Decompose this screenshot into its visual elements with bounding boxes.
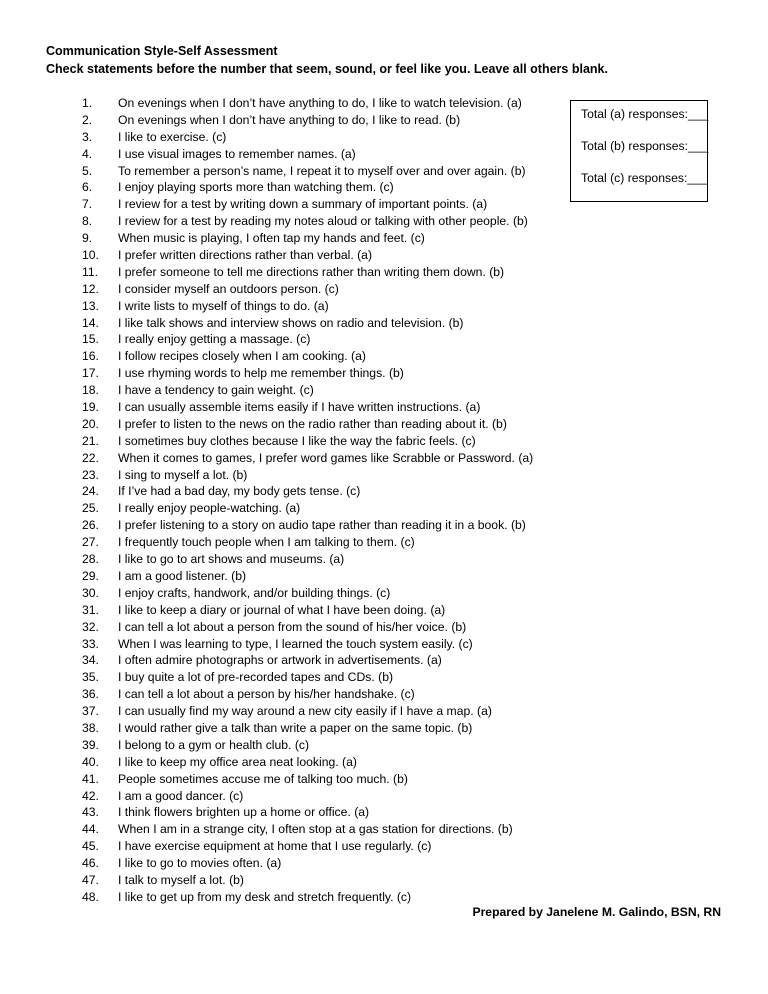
statement-number: 26. [82, 518, 99, 533]
statement-number: 10. [82, 248, 99, 263]
statement-number: 22. [82, 450, 99, 465]
statement-number: 17. [82, 366, 99, 381]
statement-number: 45. [82, 839, 99, 854]
statement-text: I like to exercise. (c) [118, 129, 227, 144]
statement-item [46, 855, 566, 872]
statement-number: 24. [82, 484, 99, 499]
statement-number: 33. [82, 636, 99, 651]
statement-text: I like to keep a diary or journal of what I have been doing. (a) [118, 602, 446, 617]
statement-item [46, 585, 566, 602]
statement-number: 19. [82, 400, 99, 415]
statement-item [46, 619, 566, 636]
statement-number: 20. [82, 416, 99, 431]
statement-item [46, 281, 566, 298]
statement-number: 18. [82, 383, 99, 398]
statement-item [46, 720, 566, 737]
statement-item [46, 365, 566, 382]
statement-number: 27. [82, 535, 99, 550]
statement-item [46, 112, 566, 129]
statement-item [46, 348, 566, 365]
statement-text: I have exercise equipment at home that I use regularly. (c) [118, 839, 432, 854]
statement-number: 1. [82, 96, 93, 110]
totals-box [570, 100, 708, 202]
statement-text: To remember a person’s name, I repeat it to myself over and over again. (b) [118, 163, 526, 178]
statement-number: 48. [82, 889, 99, 904]
statement-text: I prefer someone to tell me directions rather than writing them down. (b) [118, 264, 505, 279]
statement-item [46, 95, 566, 112]
statement-item [46, 838, 566, 855]
statement-number: 42. [82, 788, 99, 803]
statement-item [46, 500, 566, 517]
statement-item [46, 450, 566, 467]
statement-number: 25. [82, 501, 99, 516]
statement-text: I like to go to movies often. (a) [118, 856, 282, 871]
statement-number: 3. [82, 129, 93, 144]
statement-text: On evenings when I don’t have anything to do, I like to read. (b) [118, 112, 461, 127]
total-a-responses: Total (a) responses:___ [581, 107, 709, 121]
statement-text: I like to keep my office area neat looking. (a) [118, 754, 357, 769]
statement-text: I write lists to myself of things to do. (a) [118, 298, 329, 313]
statement-text: I have a tendency to gain weight. (c) [118, 383, 314, 398]
statement-item [46, 129, 566, 146]
statement-number: 44. [82, 822, 99, 837]
statement-item [46, 568, 566, 585]
statement-text: I consider myself an outdoors person. (c) [118, 281, 339, 296]
statement-text: I use visual images to remember names. (a) [118, 146, 356, 161]
statement-item [46, 771, 566, 788]
statement-text: I can tell a lot about a person by his/her handshake. (c) [118, 687, 415, 702]
statement-text: People sometimes accuse me of talking too much. (b) [118, 771, 408, 786]
statement-number: 34. [82, 653, 99, 668]
statement-number: 16. [82, 349, 99, 364]
statement-text: I really enjoy getting a massage. (c) [118, 332, 311, 347]
statement-item [46, 872, 566, 889]
statement-number: 38. [82, 720, 99, 735]
statement-text: I buy quite a lot of pre-recorded tapes and CDs. (b) [118, 670, 394, 685]
statement-text: If I’ve had a bad day, my body gets tense. (c) [118, 484, 361, 499]
statement-number: 46. [82, 856, 99, 871]
statement-item [46, 703, 566, 720]
statement-item [46, 213, 566, 230]
statement-item [46, 737, 566, 754]
statement-number: 43. [82, 805, 99, 820]
statement-item [46, 416, 566, 433]
statement-number: 29. [82, 568, 99, 583]
instructions-text: Check statements before the number that seem, sound, or feel like you. Leave all others blank. [46, 62, 608, 76]
statement-item [46, 889, 566, 906]
statement-text: I review for a test by reading my notes aloud or talking with other people. (b) [118, 214, 528, 229]
statement-text: I would rather give a talk than write a paper on the same topic. (b) [118, 720, 473, 735]
statement-text: When I am in a strange city, I often stop at a gas station for directions. (b) [118, 822, 513, 837]
statement-text: I frequently touch people when I am talking to them. (c) [118, 535, 415, 550]
statement-number: 21. [82, 433, 99, 448]
statement-text: I can usually find my way around a new city easily if I have a map. (a) [118, 704, 492, 719]
statement-item [46, 230, 566, 247]
statement-item [46, 247, 566, 264]
statement-text: When it comes to games, I prefer word games like Scrabble or Password. (a) [118, 450, 534, 465]
statement-text: I really enjoy people-watching. (a) [118, 501, 301, 516]
statement-text: When I was learning to type, I learned the touch system easily. (c) [118, 636, 473, 651]
statement-text: I use rhyming words to help me remember things. (b) [118, 366, 404, 381]
statement-text: I review for a test by writing down a summary of important points. (a) [118, 197, 488, 212]
statement-item [46, 483, 566, 500]
statement-item [46, 754, 566, 771]
statement-text: I can tell a lot about a person from the sound of his/her voice. (b) [118, 619, 467, 634]
statement-item [46, 686, 566, 703]
statement-number: 2. [82, 112, 93, 127]
statement-number: 13. [82, 298, 99, 313]
statement-text: On evenings when I don’t have anything to do, I like to watch television. (a) [118, 96, 522, 110]
statement-item [46, 399, 566, 416]
statement-item [46, 551, 566, 568]
statement-text: I prefer to listen to the news on the radio rather than reading about it. (b) [118, 416, 507, 431]
statement-number: 5. [82, 163, 93, 178]
statement-number: 4. [82, 146, 93, 161]
statement-text: I am a good dancer. (c) [118, 788, 244, 803]
statement-item [46, 804, 566, 821]
statement-text: I sing to myself a lot. (b) [118, 467, 248, 482]
statement-item [46, 669, 566, 686]
statement-item [46, 196, 566, 213]
document-title: Communication Style-Self Assessment [46, 44, 278, 58]
statement-text: I talk to myself a lot. (b) [118, 872, 244, 887]
statement-item [46, 146, 566, 163]
statement-item [46, 315, 566, 332]
statement-number: 6. [82, 180, 93, 195]
statement-item [46, 298, 566, 315]
statement-list [46, 95, 566, 906]
total-b-responses: Total (b) responses:___ [581, 139, 709, 153]
statement-number: 35. [82, 670, 99, 685]
statement-text: I follow recipes closely when I am cooking. (a) [118, 349, 366, 364]
statement-item [46, 602, 566, 619]
statement-number: 47. [82, 872, 99, 887]
statement-number: 31. [82, 602, 99, 617]
statement-text: I can usually assemble items easily if I have written instructions. (a) [118, 400, 481, 415]
total-c-responses: Total (c) responses:___ [581, 171, 708, 185]
statement-text: I like talk shows and interview shows on radio and television. (b) [118, 315, 464, 330]
statement-item [46, 534, 566, 551]
prepared-by: Prepared by Janelene M. Galindo, BSN, RN [472, 905, 721, 919]
statement-item [46, 652, 566, 669]
statement-number: 39. [82, 737, 99, 752]
statement-number: 14. [82, 315, 99, 330]
statement-number: 7. [82, 197, 93, 212]
statement-item [46, 331, 566, 348]
statement-item [46, 163, 566, 180]
statement-number: 41. [82, 771, 99, 786]
statement-item [46, 264, 566, 281]
statement-number: 32. [82, 619, 99, 634]
statement-item [46, 467, 566, 484]
statement-text: I belong to a gym or health club. (c) [118, 737, 310, 752]
statement-text: I think flowers brighten up a home or office. (a) [118, 805, 370, 820]
statement-number: 9. [82, 231, 93, 246]
statement-number: 37. [82, 704, 99, 719]
statement-number: 12. [82, 281, 99, 296]
statement-item [46, 788, 566, 805]
statement-number: 28. [82, 552, 99, 567]
statement-item [46, 433, 566, 450]
statement-number: 8. [82, 214, 93, 229]
statement-item [46, 821, 566, 838]
statement-item [46, 382, 566, 399]
statement-text: I enjoy crafts, handwork, and/or building things. (c) [118, 585, 391, 600]
statement-number: 11. [82, 264, 99, 279]
statement-number: 30. [82, 585, 99, 600]
statement-text: I sometimes buy clothes because I like the way the fabric feels. (c) [118, 433, 476, 448]
statement-text: I enjoy playing sports more than watching them. (c) [118, 180, 394, 195]
statement-number: 40. [82, 754, 99, 769]
statement-text: I often admire photographs or artwork in advertisements. (a) [118, 653, 442, 668]
statement-item [46, 636, 566, 653]
statement-number: 15. [82, 332, 99, 347]
statement-text: When music is playing, I often tap my hands and feet. (c) [118, 231, 425, 246]
statement-text: I like to go to art shows and museums. (a) [118, 552, 345, 567]
statement-text: I prefer listening to a story on audio tape rather than reading it in a book. (b) [118, 518, 526, 533]
statement-text: I am a good listener. (b) [118, 568, 247, 583]
statement-item [46, 179, 566, 196]
statement-number: 23. [82, 467, 99, 482]
statement-item [46, 517, 566, 534]
statement-text: I prefer written directions rather than verbal. (a) [118, 248, 373, 263]
statement-text: I like to get up from my desk and stretch frequently. (c) [118, 889, 412, 904]
statement-number: 36. [82, 687, 99, 702]
